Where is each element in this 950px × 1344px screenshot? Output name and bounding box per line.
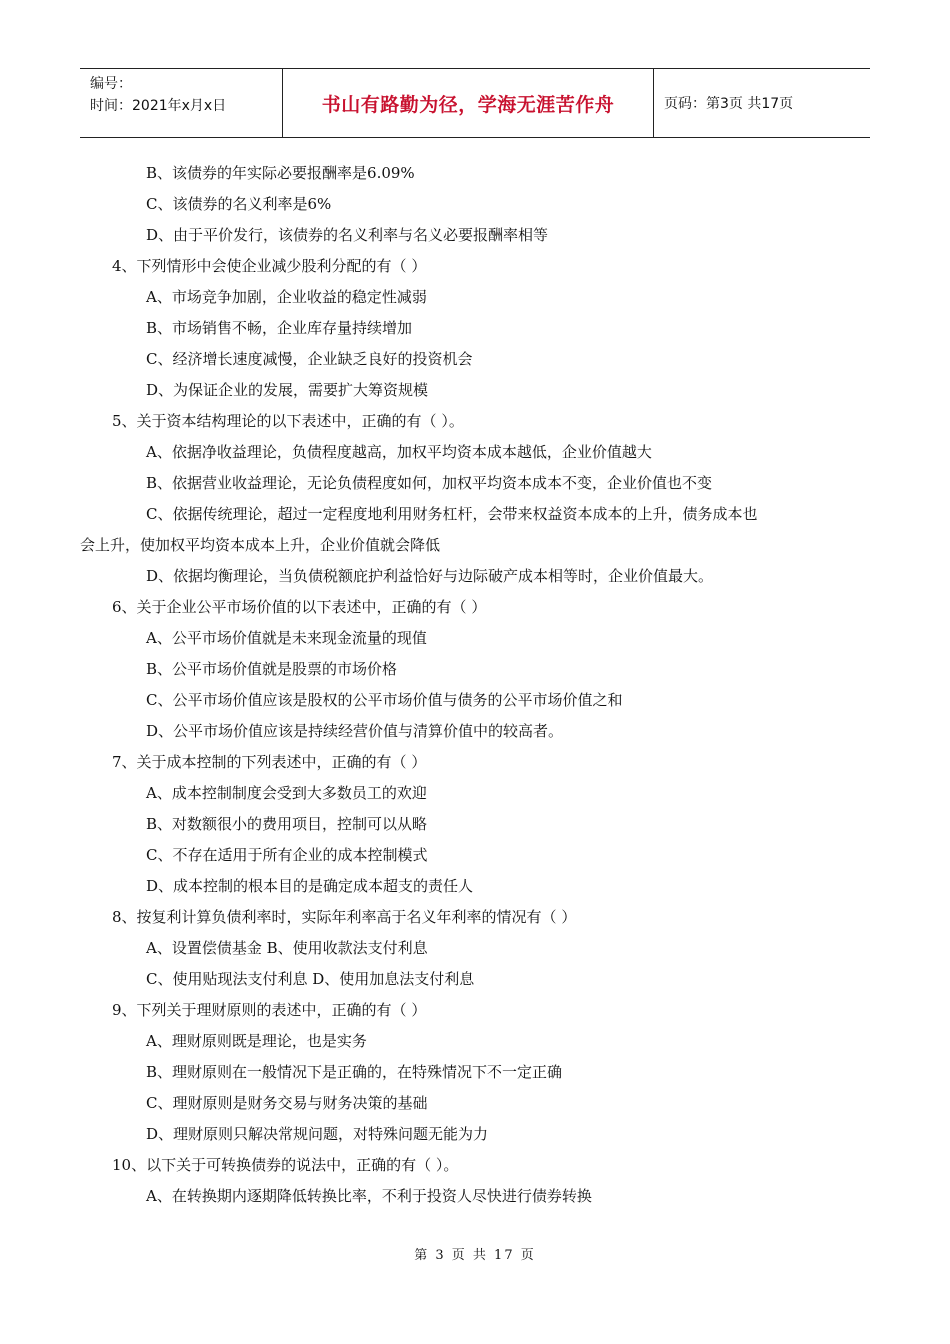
option-line: D、为保证企业的发展，需要扩大筹资规模 [146, 381, 429, 399]
page-header [80, 68, 870, 138]
option-line: D、理财原则只解决常规问题，对特殊问题无能为力 [146, 1125, 489, 1143]
option-line: A、市场竞争加剧，企业收益的稳定性减弱 [146, 288, 427, 306]
question-line: 4、下列情形中会使企业减少股利分配的有（ ） [112, 257, 427, 275]
option-line: C、公平市场价值应该是股权的公平市场价值与债务的公平市场价值之和 [146, 691, 623, 709]
option-line: C、使用贴现法支付利息 D、使用加息法支付利息 [146, 970, 475, 988]
option-line: B、对数额很小的费用项目，控制可以从略 [146, 815, 428, 833]
option-line: A、设置偿债基金 B、使用收款法支付利息 [146, 939, 428, 957]
option-line: A、成本控制制度会受到大多数员工的欢迎 [146, 784, 427, 802]
option-line: A、公平市场价值就是未来现金流量的现值 [146, 629, 427, 647]
header-page-number: 页码：第3页 共17页 [664, 96, 794, 112]
question-line: 7、关于成本控制的下列表述中，正确的有（ ） [112, 753, 427, 771]
document-body [80, 158, 840, 1212]
question-line: 8、按复利计算负债利率时，实际年利率高于名义年利率的情况有（ ） [112, 908, 577, 926]
option-line: A、依据净收益理论，负债程度越高，加权平均资本成本越低，企业价值越大 [146, 443, 652, 461]
option-line: B、市场销售不畅，企业库存量持续增加 [146, 319, 413, 337]
option-line: B、该债券的年实际必要报酬率是6.09% [146, 164, 415, 182]
question-line: 10、以下关于可转换债券的说法中，正确的有（ ）。 [112, 1156, 459, 1174]
header-motto: 书山有路勤为径，学海无涯苦作舟 [282, 69, 654, 137]
option-line: B、公平市场价值就是股票的市场价格 [146, 660, 398, 678]
option-line: C、依据传统理论，超过一定程度地利用财务杠杆，会带来权益资本成本的上升，债务成本也 [146, 505, 758, 523]
option-line: D、依据均衡理论，当负债税额庇护利益恰好与边际破产成本相等时，企业价值最大。 [146, 567, 714, 585]
option-line: A、在转换期内逐期降低转换比率，不利于投资人尽快进行债券转换 [146, 1187, 592, 1205]
option-line: A、理财原则既是理论，也是实务 [146, 1032, 367, 1050]
page-footer: 第 3 页 共 17 页 [414, 1248, 536, 1263]
question-line: 9、下列关于理财原则的表述中，正确的有（ ） [112, 1001, 427, 1019]
option-line: B、理财原则在一般情况下是正确的，在特殊情况下不一定正确 [146, 1063, 563, 1081]
question-line: 5、关于资本结构理论的以下表述中，正确的有（ ）。 [112, 412, 464, 430]
question-line: 6、关于企业公平市场价值的以下表述中，正确的有（ ） [112, 598, 487, 616]
option-line: D、由于平价发行，该债券的名义利率与名义必要报酬率相等 [146, 226, 549, 244]
option-line: C、不存在适用于所有企业的成本控制模式 [146, 846, 428, 864]
option-line: D、公平市场价值应该是持续经营价值与清算价值中的较高者。 [146, 722, 564, 740]
option-line: D、成本控制的根本目的是确定成本超支的责任人 [146, 877, 474, 895]
option-line: C、该债券的名义利率是6% [146, 195, 332, 213]
option-line: C、理财原则是财务交易与财务决策的基础 [146, 1094, 428, 1112]
option-line: B、依据营业收益理论，无论负债程度如何，加权平均资本成本不变，企业价值也不变 [146, 474, 713, 492]
header-meta [80, 69, 282, 137]
document-number-label: 编号： [90, 76, 132, 92]
option-line: C、经济增长速度减慢，企业缺乏良好的投资机会 [146, 350, 473, 368]
document-time-label: 时间：2021年x月x日 [90, 98, 227, 114]
continuation-line: 会上升，使加权平均资本成本上升，企业价值就会降低 [80, 536, 441, 554]
